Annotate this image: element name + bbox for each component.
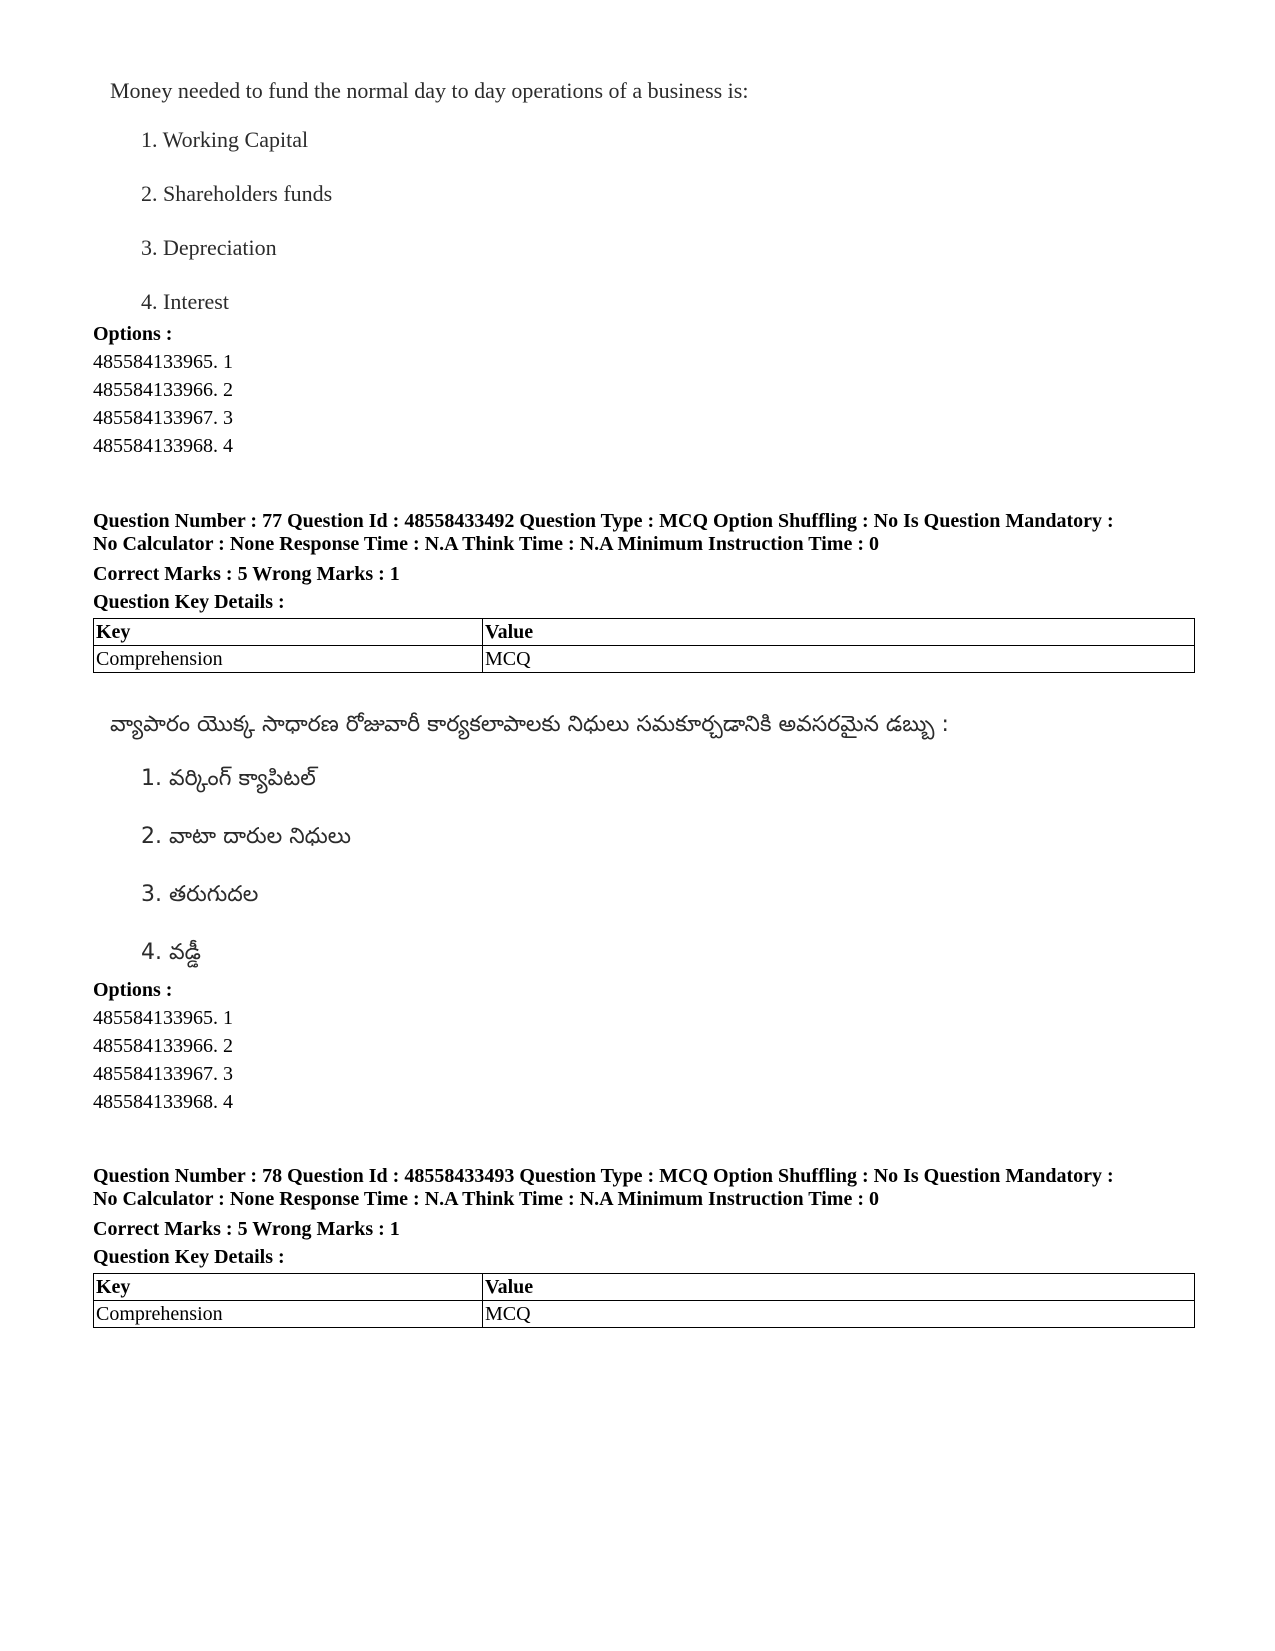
key-details-label: Question Key Details : xyxy=(93,1246,285,1268)
choice-list-telugu xyxy=(100,750,949,982)
option-item: 485584133968. 4 xyxy=(93,1091,233,1113)
question-meta-line: No Calculator : None Response Time : N.A Think Time : N.A Minimum Instruction Time : 0 xyxy=(93,1188,879,1210)
choice-item: 4. Interest xyxy=(141,289,229,314)
choice-item: 3. Depreciation xyxy=(141,235,277,260)
options-block-prev xyxy=(93,320,1193,460)
options-block-77 xyxy=(93,976,1193,1116)
choice-item: 3. తరుగుదల xyxy=(141,882,259,907)
question-meta-line: Question Number : 77 Question Id : 48558433492 Question Type : MCQ Option Shuffling : No Is Question Mandatory : xyxy=(93,510,1114,532)
table-header-value: Value xyxy=(483,619,1195,646)
option-item: 485584133966. 2 xyxy=(93,379,233,401)
table-cell-key: Comprehension xyxy=(94,646,483,673)
table-cell-value: MCQ xyxy=(483,646,1195,673)
option-item: 485584133965. 1 xyxy=(93,351,233,373)
question-stem: Money needed to fund the normal day to day operations of a business is: xyxy=(110,78,749,103)
question-meta-line: No Calculator : None Response Time : N.A Think Time : N.A Minimum Instruction Time : 0 xyxy=(93,533,879,555)
option-item: 485584133967. 3 xyxy=(93,1063,233,1085)
options-label: Options : xyxy=(93,979,173,1001)
table-row xyxy=(94,646,1195,673)
choice-item: 1. వర్కింగ్ క్యాపిటల్ xyxy=(141,766,316,791)
table-row xyxy=(94,1301,1195,1328)
key-details-table xyxy=(93,618,1195,673)
table-cell-value: MCQ xyxy=(483,1301,1195,1328)
table-header-row xyxy=(94,1274,1195,1301)
question-stem-telugu: వ్యాపారం యొక్క సాధారణ రోజువారీ కార్యకలాపాలకు నిధులు సమకూర్చడానికి అవసరమైన డబ్బు : xyxy=(110,712,949,737)
choice-item: 1. Working Capital xyxy=(141,127,309,152)
marks-line: Correct Marks : 5 Wrong Marks : 1 xyxy=(93,1218,400,1240)
options-label: Options : xyxy=(93,323,173,345)
question-image-english xyxy=(100,74,748,329)
question-78-header xyxy=(93,1165,1193,1328)
table-header-value: Value xyxy=(483,1274,1195,1301)
marks-line: Correct Marks : 5 Wrong Marks : 1 xyxy=(93,563,400,585)
table-header-row xyxy=(94,619,1195,646)
question-meta-line: Question Number : 78 Question Id : 48558433493 Question Type : MCQ Option Shuffling : No Is Question Mandatory : xyxy=(93,1165,1114,1187)
key-details-label: Question Key Details : xyxy=(93,591,285,613)
option-item: 485584133968. 4 xyxy=(93,435,233,457)
option-item: 485584133967. 3 xyxy=(93,407,233,429)
question-image-telugu xyxy=(100,705,949,982)
question-77-header xyxy=(93,510,1193,673)
option-item: 485584133965. 1 xyxy=(93,1007,233,1029)
key-details-table xyxy=(93,1273,1195,1328)
table-cell-key: Comprehension xyxy=(94,1301,483,1328)
choice-item: 2. వాటా దారుల నిధులు xyxy=(141,824,352,849)
choice-item: 4. వడ్డీ xyxy=(141,940,201,965)
option-item: 485584133966. 2 xyxy=(93,1035,233,1057)
choice-list xyxy=(100,113,748,329)
table-header-key: Key xyxy=(94,619,483,646)
table-header-key: Key xyxy=(94,1274,483,1301)
choice-item: 2. Shareholders funds xyxy=(141,181,333,206)
